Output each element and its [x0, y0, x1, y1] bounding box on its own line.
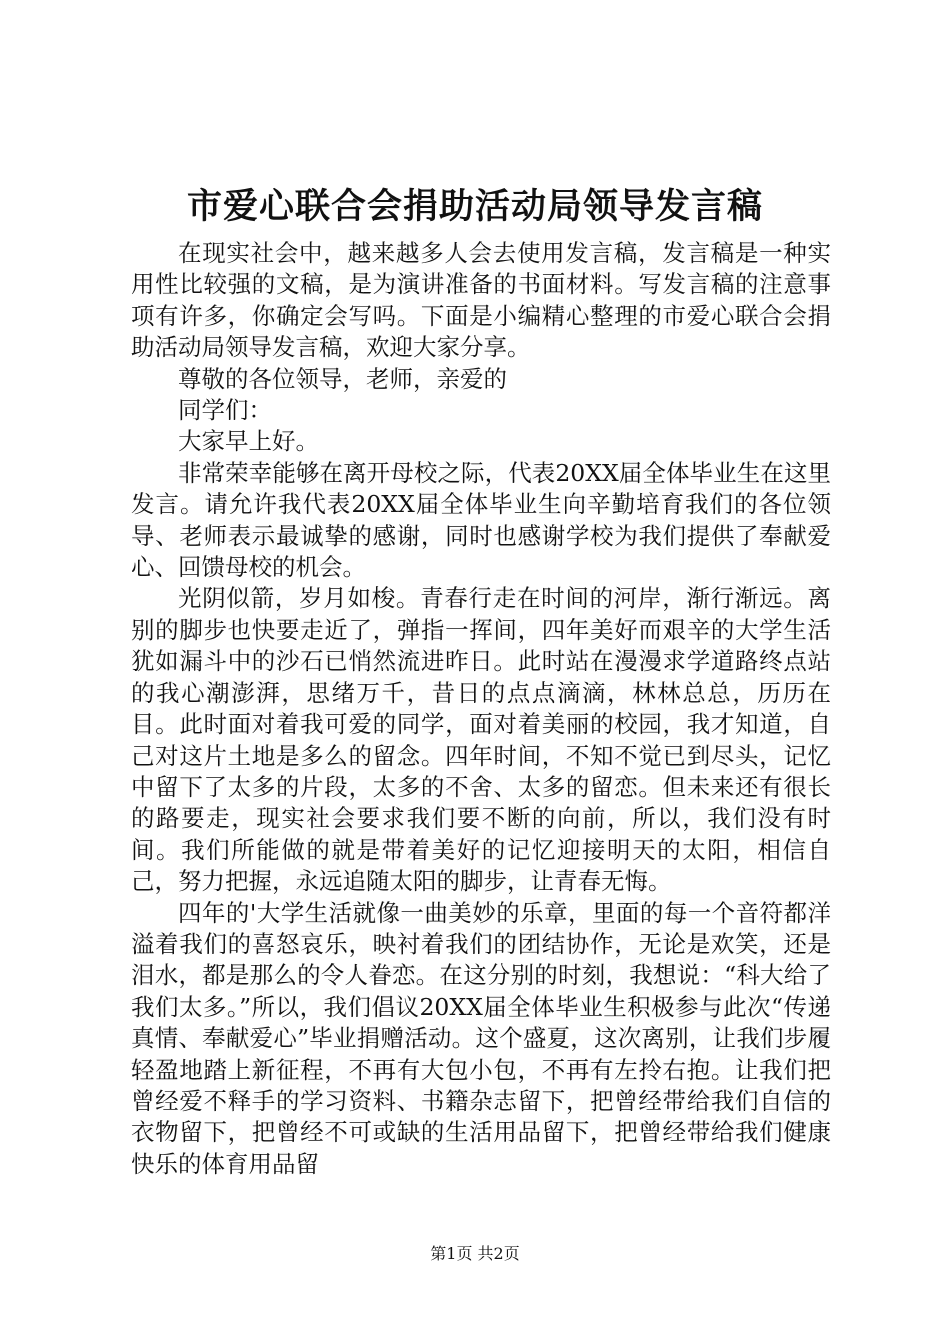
paragraph-salutation: 尊敬的各位领导，老师，亲爱的: [178, 364, 507, 393]
paragraph-greeting: 大家早上好。: [178, 427, 319, 456]
document-title: 市爱心联合会捐助活动局领导发言稿: [186, 186, 763, 227]
document-body: [131, 238, 831, 1180]
paragraph-time: 光阴似箭，岁月如梭。青春行走在时间的河岸，渐行渐远。离别的脚步也快要走近了，弹指一挥间，四年美好而艰辛的大学生活犹如漏斗中的沙石已悄然流进昨日。此时站在漫漫求学道路终点站的我心潮澎湃，思绪万千，昔日的点点滴滴，林林总总，历历在目。此时面对着我可爱的同学，面对着美丽的校园，我才知道，自己对这片土地是多么的留念。四年时间，不知不觉已到尽头，记忆中留下了太多的片段，太多的不舍、太多的留恋。但未来还有很长的路要走，现实社会要求我们要不断的向前，所以，我们没有时间。我们所能做的就是带着美好的记忆迎接明天的太阳，相信自己，努力把握，永远追随太阳的脚步，让青春无悔。: [131, 584, 831, 896]
paragraph-intro: 在现实社会中，越来越多人会去使用发言稿，发言稿是一种实用性比较强的文稿，是为演讲准备的书面材料。写发言稿的注意事项有许多，你确定会写吗。下面是小编精心整理的市爱心联合会捐助活动局领导发言稿，欢迎大家分享。: [131, 239, 831, 362]
paragraph-salutation-cont: 同学们：: [178, 396, 272, 425]
paragraph-thanks: 非常荣幸能够在离开母校之际，代表20XX届全体毕业生在这里发言。请允许我代表20XX届全体毕业生向辛勤培育我们的各位领导、老师表示最诚挚的感谢，同时也感谢学校为我们提供了奉献爱心、回馈母校的机会。: [131, 458, 831, 582]
paragraph-donation: 四年的'大学生活就像一曲美妙的乐章，里面的每一个音符都洋溢着我们的喜怒哀乐，映衬着我们的团结协作，无论是欢笑，还是泪水，都是那么的令人眷恋。在这分别的时刻，我想说：“科大给了我们太多。”所以，我们倡议20XX届全体毕业生积极参与此次“传递真情、奉献爱心”毕业捐赠活动。这个盛夏，这次离别，让我们步履轻盈地踏上新征程，不再有大包小包，不再有左拎右抱。让我们把曾经爱不释手的学习资料、书籍杂志留下，把曾经带给我们自信的衣物留下，把曾经不可或缺的生活用品留下，把曾经带给我们健康快乐的体育用品留: [131, 898, 831, 1178]
page-footer: 第1页 共2页: [430, 1244, 520, 1263]
